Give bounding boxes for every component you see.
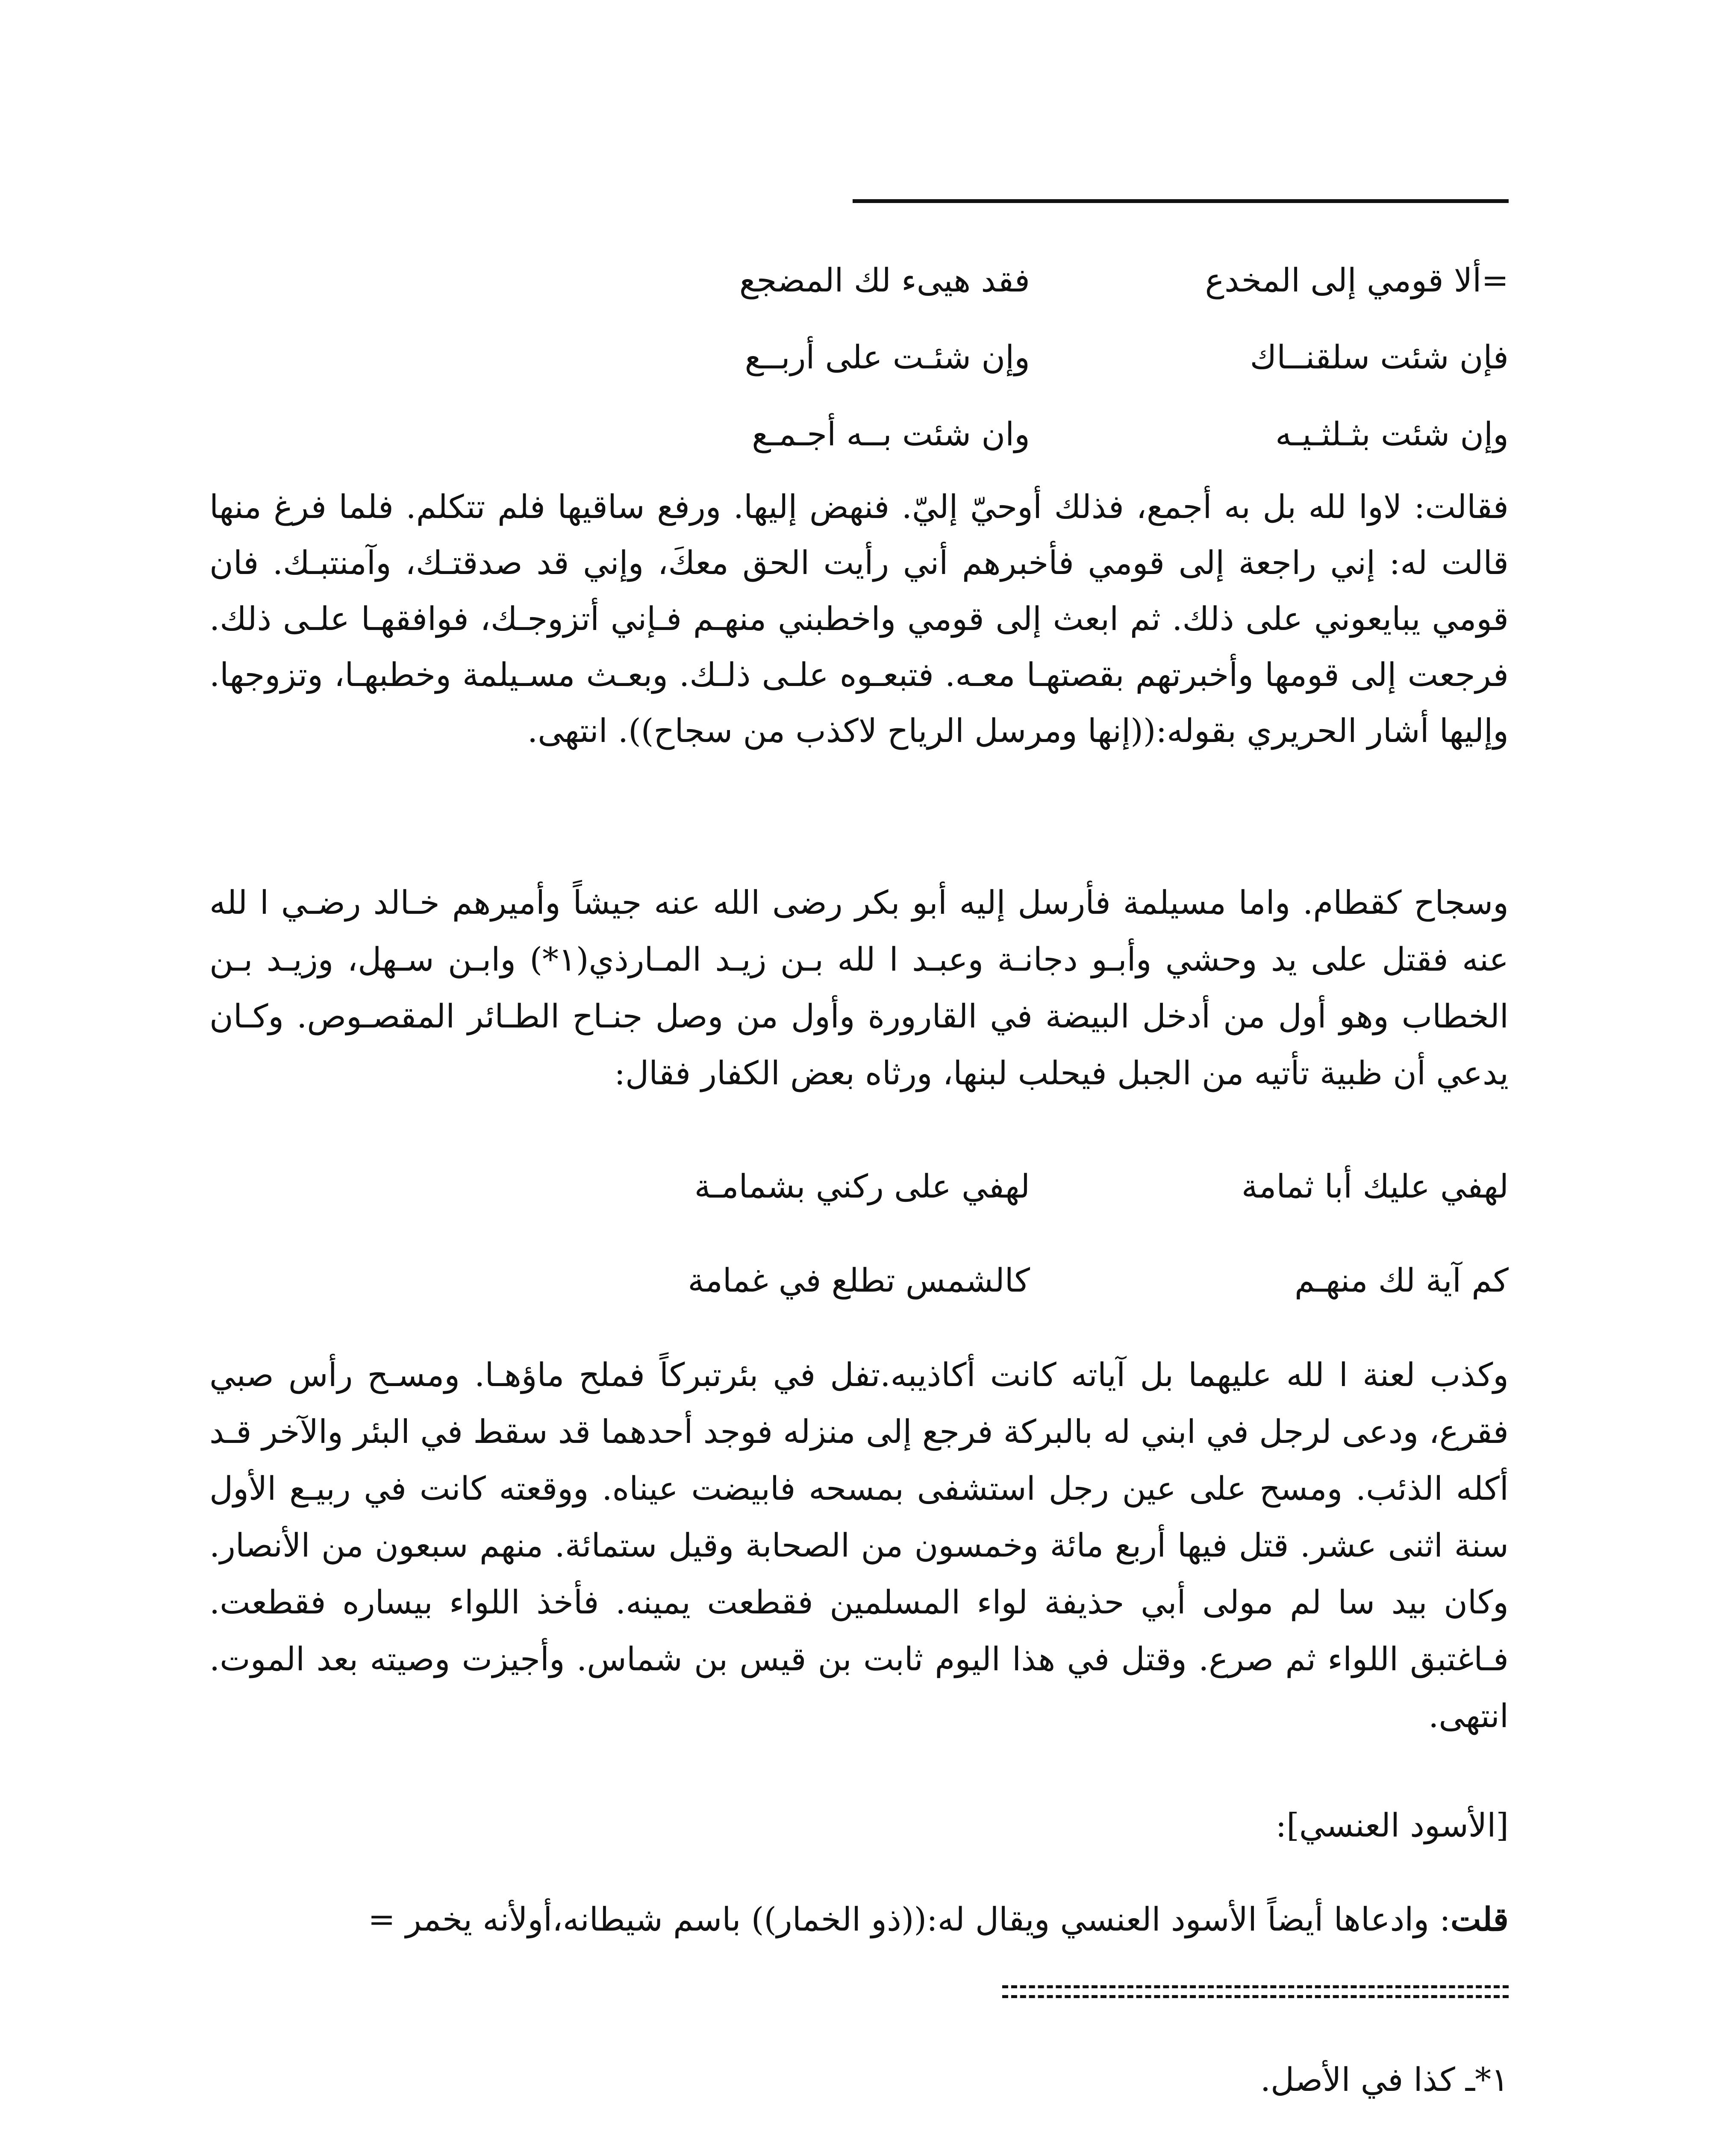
paragraph: وسجاح كقطام. واما مسيلمة فأرسل إليه أبو بكر رضى الله عنه جيشاً وأميرهم خـالد رضـي ا لله عنه فقتل على يد وحشي وأبـو دجانـة وعبـد ا لله بـن زيـد المـارذي(١*) وابـن سـهل، وزيـد بـن الخطاب وهو أول من أدخل البيضة في القارورة وأول من وصل جنـاح الطـائر المقصـوص. وكـان يدعي أن ظبية تأتيه من الجبل فيحلب لبنها، ورثاه بعض الكفار فقال: [209, 883, 1509, 1092]
verse-right-hemistich: فإن شئت سلقنــاك [1250, 338, 1509, 376]
verse-left-hemistich: وإن شئـت على أربــع [744, 338, 1030, 376]
verse-line [209, 254, 1509, 306]
verse-left-hemistich: كالشمس تطلع في غمامة [688, 1261, 1030, 1299]
section-heading-block [209, 1799, 1509, 1851]
paragraph-lead-word: قلت [1450, 1900, 1509, 1938]
body-text-block-4 [209, 1893, 1509, 1946]
verse-line [209, 408, 1509, 460]
verse-left-hemistich: فقد هيىء لك المضجع [739, 261, 1030, 299]
footnote-text: ١*ـ كذا في الأصل. [1260, 2060, 1509, 2099]
verse-right-hemistich: كم آية لك منهـم [1295, 1261, 1509, 1299]
verse-left-hemistich: لهفي على ركني بشمامـة [694, 1167, 1030, 1205]
paragraph-rest: : وادعاها أيضاً الأسود العنسي ويقال له:((ذو الخمار)) باسم شيطانه،أولأنه يخمر = [368, 1900, 1451, 1938]
verse-right-hemistich: لهفي عليك أبا ثمامة [1241, 1167, 1509, 1205]
verse-line [209, 1254, 1509, 1307]
top-rule [853, 199, 1509, 203]
section-heading: [الأسود العنسي]: [1275, 1806, 1509, 1844]
body-text-block-3 [209, 1346, 1509, 1744]
footnote [209, 2054, 1509, 2106]
body-text-block-2 [209, 874, 1509, 1101]
paragraph: فقالت: لاوا لله بل به أجمع، فذلك أوحيّ إليّ. فنهض إليها. ورفع ساقيها فلم تتكلم. فلما فرغ منها قالت له: إني راجعة إلى قومي فأخبرهم أني رأيت الحق معكَ، وإني قد صدقتـك، وآمنتبـك. فان قومي يبايعوني على ذلك. ثم ابعث إلى قومي واخطبني منهـم فـإني أتزوجـك، فوافقهـا علـى ذلك. فرجعت إلى قومها وأخبرتهم بقصتهـا معـه. فتبعـوه علـى ذلـك. وبعـث مسـيلمة وخطبهـا، وتزوجها. وإليها أشار الحريري بقوله:((إنها ومرسل الرياح لاكذب من سجاح)). انتهى. [209, 488, 1509, 750]
paragraph: وكذب لعنة ا لله عليهما بل آياته كانت أكاذيبه.تفل في بئرتبركاً فملح ماؤهـا. ومسـح رأس صبي فقرع، ودعى لرجل في ابني له بالبركة فرجع إلى منزله فوجد أحدهما قد سقط في البئر والآخر قـد أكله الذئب. ومسح على عين رجل استشفى بمسحه فابيضت عيناه. ووقعته كانت في ربيـع الأول سنة اثنى عشر. قتل فيها أربع مائة وخمسون من الصحابة وقيل ستمائة. منهم سبعون من الأنصار. وكان بيد سا لم مولى أبي حذيفة لواء المسلمين فقطعت يمينه. فأخذ اللواء بيساره فقطعت. فـاغتبق اللواء ثم صرع. وقتل في هذا اليوم ثابت بن قيس بن شماس. وأجيزت وصيته بعد الموت. انتهى. [209, 1356, 1509, 1735]
verse-left-hemistich: وان شئت بــه أجـمـع [752, 415, 1030, 453]
footnote-separator [1002, 1985, 1509, 1998]
body-text-block-1 [209, 479, 1509, 759]
verse-line [209, 331, 1509, 383]
paragraph [209, 1893, 1509, 1946]
verse-line [209, 1160, 1509, 1213]
verse-right-hemistich: وإن شئت بثـلثـيـه [1275, 415, 1509, 453]
verse-right-hemistich: =ألا قومي إلى المخدع [1205, 261, 1509, 299]
